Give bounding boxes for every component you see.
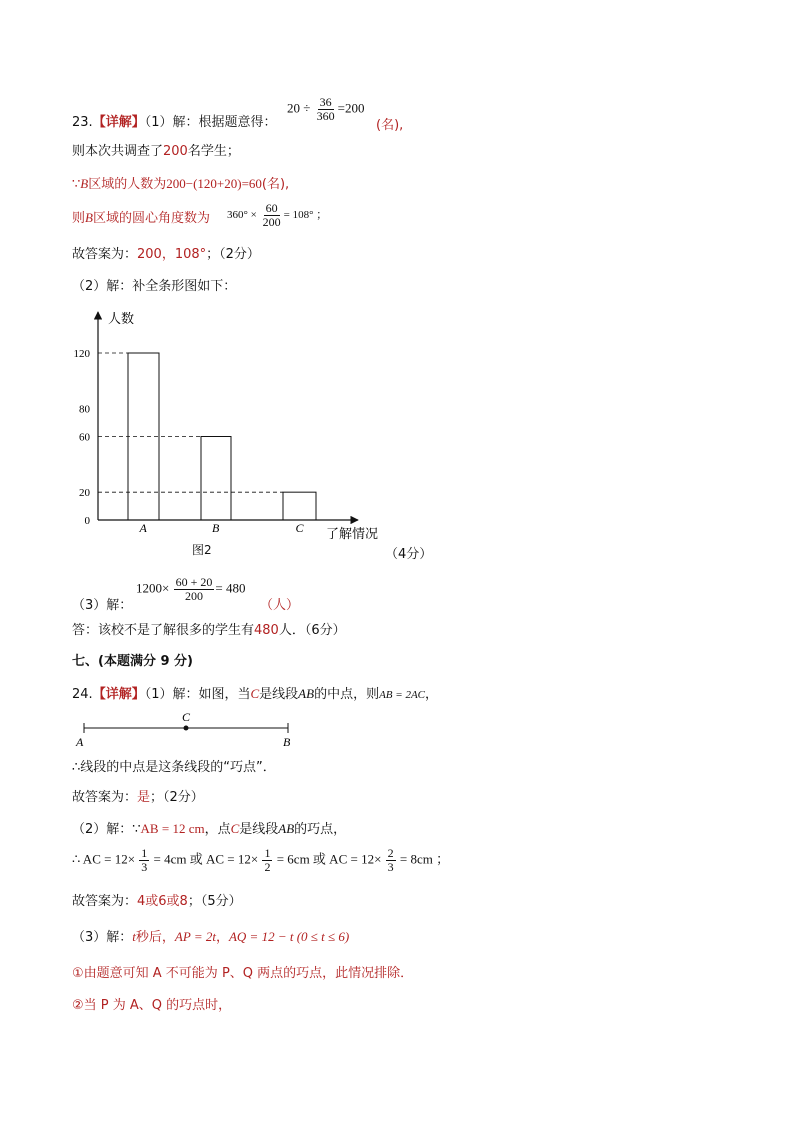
- b-count-expr: 200−(120+20)=60: [166, 176, 262, 191]
- q24-detail-tag: 【详解】: [92, 687, 145, 702]
- p2-formula-1: ∴ AC = 12×: [72, 851, 136, 867]
- q24-therefore: ∴线段的中点是这条线段的“巧点”．: [72, 760, 276, 775]
- q24-answer1-value: 是: [137, 790, 151, 805]
- answer1-label: 故答案为：: [72, 247, 138, 262]
- conclusion-b: 人．（6分）: [278, 623, 346, 638]
- y-tick-120: 120: [73, 348, 90, 360]
- label-b: B: [283, 735, 291, 749]
- label-c: C: [182, 710, 191, 724]
- q24-p2: [72, 820, 346, 839]
- formula1-right: =200: [337, 100, 365, 116]
- q24-answer2-score: ；（5分）: [187, 894, 242, 909]
- formula3-den: 200: [184, 589, 203, 603]
- x-tick-A: A: [139, 521, 147, 535]
- q24-p1-var-c: C: [250, 686, 260, 701]
- q24-p2-eq: AB = 12 cm: [140, 821, 205, 836]
- unit-ren: （人）: [260, 598, 300, 613]
- q24-answer1-score: ；（2分）: [150, 790, 204, 805]
- conclusion-value: 480: [254, 623, 279, 638]
- conclusion-a: 答：该校不是了解很多的学生有: [72, 623, 255, 638]
- q24-answer2: [72, 893, 242, 911]
- q24-p2-d: 的巧点，: [294, 822, 347, 837]
- q23-line-2: [72, 143, 240, 161]
- p2-f2-den: 2: [264, 860, 271, 874]
- y-axis-label: 人数: [108, 312, 135, 327]
- b-count-unit: (名),: [261, 177, 290, 192]
- q24-p1-b: 是线段: [259, 687, 299, 702]
- b-var: B: [80, 176, 89, 191]
- p2-f1-num: 1: [141, 846, 148, 860]
- q23-p3-label: （3）解：: [72, 598, 133, 613]
- q24-p2-var-ab: AB: [278, 821, 295, 836]
- angle-a: 则: [72, 211, 86, 226]
- q24-p3-a: （3）解：: [72, 930, 133, 945]
- q24-p3-c: ，: [215, 930, 229, 945]
- q24-answer1-label: 故答案为：: [72, 790, 138, 805]
- angle-var: B: [85, 210, 93, 225]
- q24-p2-b: ，点: [204, 822, 231, 837]
- q24-p1-c: 的中点，则: [314, 687, 380, 702]
- q24-p3-var-t: t: [132, 929, 136, 944]
- angle-right: = 108° ；: [283, 209, 328, 222]
- formula3-num: 60 + 20: [175, 575, 213, 589]
- q23-p1-label: （1）解：根据题意得：: [144, 115, 277, 130]
- point-c: [184, 726, 189, 731]
- q23-line-5: [72, 246, 260, 264]
- q24-p1-var-ab: AB: [298, 686, 315, 701]
- formula1-left: 20 ÷: [287, 100, 311, 116]
- formula3-fraction: [174, 576, 215, 603]
- angle-b: 区域的圆心角度数为: [92, 211, 210, 226]
- answer1-value: 200，108°: [137, 247, 207, 262]
- figure-caption: 图2: [192, 543, 212, 557]
- q23-number: 23.: [72, 115, 93, 130]
- q24-p3-eq2: AQ = 12 − t (0 ≤ t ≤ 6): [228, 929, 350, 944]
- p2-f3-num: 2: [387, 846, 394, 860]
- q24-p2-c: 是线段: [239, 822, 279, 837]
- x-tick-C: C: [295, 521, 304, 535]
- q24-p2-var-c: C: [230, 821, 240, 836]
- angle-left: 360° ×: [227, 209, 257, 222]
- p2-formula-3: = 6cm 或 AC = 12×: [276, 851, 382, 867]
- b-count-text: 区域的人数为: [88, 177, 167, 192]
- q24-p3: [72, 928, 349, 947]
- angle-fraction: [261, 202, 283, 229]
- total-line-b: 名学生；: [187, 144, 240, 159]
- q24-p2-a: （2）解：∵: [72, 822, 141, 837]
- angle-formula: [227, 202, 327, 229]
- p2-frac-2: [262, 847, 272, 874]
- formula1-num: 36: [319, 95, 332, 109]
- angle-num: 60: [265, 201, 278, 215]
- q24-number: 24.: [72, 687, 93, 702]
- q23-score-4: （4分）: [385, 547, 433, 562]
- y-tick-20: 20: [79, 487, 90, 500]
- q23-conclusion: [72, 622, 346, 640]
- formula3-left: 1200×: [136, 580, 170, 596]
- p2-formula-4: = 8cm ；: [399, 851, 450, 867]
- bar-C: [283, 492, 316, 520]
- x-tick-B: B: [212, 521, 220, 535]
- q24-p3-eq1: AP = 2t: [174, 929, 216, 944]
- q23-p2-label: （2）解：补全条形图如下：: [72, 279, 237, 294]
- q24-answer1: [72, 789, 204, 807]
- q24-answer2-label: 故答案为：: [72, 894, 138, 909]
- p2-f1-den: 3: [141, 860, 148, 874]
- q23-unit-ming: (名),: [376, 118, 404, 133]
- q24-case2: ②当 P 为 A、Q 的巧点时，: [72, 998, 232, 1013]
- q24-case1: ①由题意可知 A 不可能为 P、Q 两点的巧点，此情况排除．: [72, 966, 414, 981]
- q23-formula-1: [287, 96, 364, 123]
- label-a: A: [76, 735, 84, 749]
- q23-line-1: [72, 114, 276, 132]
- p2-f2-num: 1: [264, 846, 271, 860]
- formula1-den: 360: [316, 109, 335, 123]
- p2-formula-2: = 4cm 或 AC = 12×: [153, 851, 259, 867]
- q24-p2-formula: [72, 847, 449, 874]
- formula3-right: = 480: [215, 580, 246, 596]
- q24-answer2-value: 4或6或8: [137, 894, 188, 909]
- q24-p3-b: 秒后，: [135, 930, 175, 945]
- q23-line-4: [72, 209, 210, 228]
- p2-frac-1: [139, 847, 149, 874]
- q24-p1-d: ，: [425, 687, 439, 702]
- q24-p1-a: （1）解：如图，当: [144, 687, 251, 702]
- y-tick-0: 0: [84, 515, 90, 527]
- section7-title: 七、(本题满分 9 分): [72, 654, 193, 669]
- q23-line-3: [72, 175, 289, 194]
- because-symbol: ∵: [72, 177, 81, 192]
- p2-frac-3: [386, 847, 396, 874]
- q24-line-1: [72, 685, 438, 704]
- bar-B: [201, 437, 231, 521]
- p2-f3-den: 3: [387, 860, 394, 874]
- q24-p1-eq: AB = 2AC: [379, 689, 425, 701]
- x-axis-label: 了解情况: [326, 527, 379, 542]
- total-value: 200: [163, 144, 188, 159]
- y-tick-80: 80: [79, 403, 90, 416]
- q23-formula-3: [136, 576, 245, 603]
- angle-den: 200: [262, 215, 281, 229]
- segment-diagram: [70, 708, 370, 758]
- answer1-score: ；（2分）: [206, 247, 260, 262]
- bar-A: [128, 353, 159, 520]
- formula1-fraction: [315, 96, 337, 123]
- y-tick-60: 60: [79, 431, 90, 444]
- total-line-a: 则本次共调查了: [72, 144, 164, 159]
- q23-detail-tag: 【详解】: [92, 115, 145, 130]
